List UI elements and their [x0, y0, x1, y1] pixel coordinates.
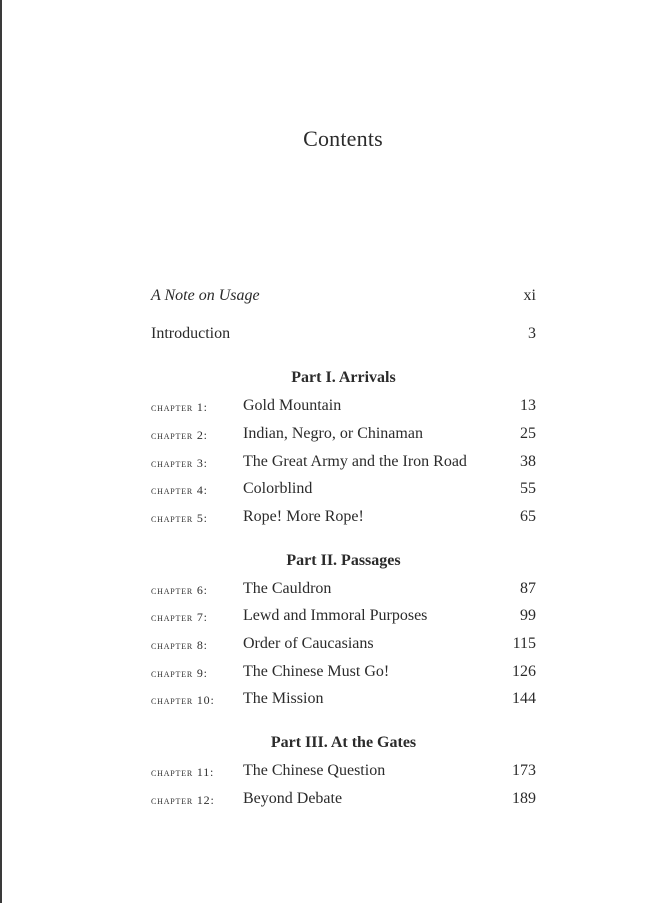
chapter-label: chapter 1:	[151, 400, 208, 414]
chapter-page-number: 38	[520, 453, 536, 470]
page-title: Contents	[303, 126, 383, 151]
part-heading-1: Part I. Arrivals	[291, 369, 396, 386]
toc-chapter-2[interactable]	[151, 422, 536, 446]
entry-title: A Note on Usage	[151, 287, 260, 304]
entry-title: Introduction	[151, 325, 231, 342]
part-heading-2: Part II. Passages	[286, 552, 401, 569]
chapter-page-number: 87	[520, 580, 536, 597]
toc-chapter-12[interactable]	[151, 787, 536, 811]
toc-chapter-11[interactable]	[151, 759, 536, 783]
chapter-page-number: 173	[512, 762, 536, 779]
chapter-title: The Great Army and the Iron Road	[243, 453, 467, 470]
toc-chapter-1[interactable]	[151, 394, 536, 418]
chapter-page-number: 126	[512, 663, 536, 680]
chapter-page-number: 99	[520, 607, 536, 624]
chapter-page-number: 25	[520, 425, 536, 442]
chapter-title: The Chinese Must Go!	[243, 663, 390, 680]
chapter-title: The Chinese Question	[243, 762, 386, 779]
chapter-label: chapter 3:	[151, 456, 208, 470]
chapter-title: The Mission	[243, 690, 324, 707]
chapter-title: Gold Mountain	[243, 397, 342, 414]
toc-entry-introduction[interactable]	[151, 322, 536, 346]
chapter-label: chapter 7:	[151, 610, 208, 624]
toc-chapter-7[interactable]	[151, 604, 536, 628]
chapter-title: Indian, Negro, or Chinaman	[243, 425, 423, 442]
toc-chapter-6[interactable]	[151, 577, 536, 601]
chapter-label: chapter 5:	[151, 511, 208, 525]
chapter-title: Colorblind	[243, 480, 313, 497]
chapter-label: chapter 10:	[151, 693, 215, 707]
chapter-page-number: 65	[520, 508, 536, 525]
toc-chapter-8[interactable]	[151, 632, 536, 656]
toc-chapter-3[interactable]	[151, 450, 536, 474]
chapter-label: chapter 2:	[151, 428, 208, 442]
chapter-label: chapter 12:	[151, 793, 215, 807]
chapter-title: Lewd and Immoral Purposes	[243, 607, 428, 624]
chapter-label: chapter 4:	[151, 483, 208, 497]
toc-chapter-5[interactable]	[151, 505, 536, 529]
chapter-page-number: 13	[520, 397, 536, 414]
chapter-title: The Cauldron	[243, 580, 332, 597]
toc-entry-note-on-usage[interactable]	[151, 284, 536, 308]
toc-chapter-4[interactable]	[151, 477, 536, 501]
toc-chapter-9[interactable]	[151, 660, 536, 684]
entry-page-number: xi	[523, 287, 536, 304]
chapter-label: chapter 6:	[151, 583, 208, 597]
chapter-title: Order of Caucasians	[243, 635, 374, 652]
chapter-label: chapter 8:	[151, 638, 208, 652]
part-heading-3: Part III. At the Gates	[270, 734, 417, 751]
entry-page-number: 3	[528, 325, 536, 342]
chapter-label: chapter 9:	[151, 666, 208, 680]
toc-chapter-10[interactable]	[151, 687, 536, 711]
chapter-label: chapter 11:	[151, 765, 215, 779]
chapter-page-number: 55	[520, 480, 536, 497]
chapter-title: Beyond Debate	[243, 790, 343, 807]
chapter-page-number: 115	[512, 635, 536, 652]
chapter-page-number: 189	[512, 790, 536, 807]
chapter-page-number: 144	[512, 690, 536, 707]
chapter-title: Rope! More Rope!	[243, 508, 364, 525]
